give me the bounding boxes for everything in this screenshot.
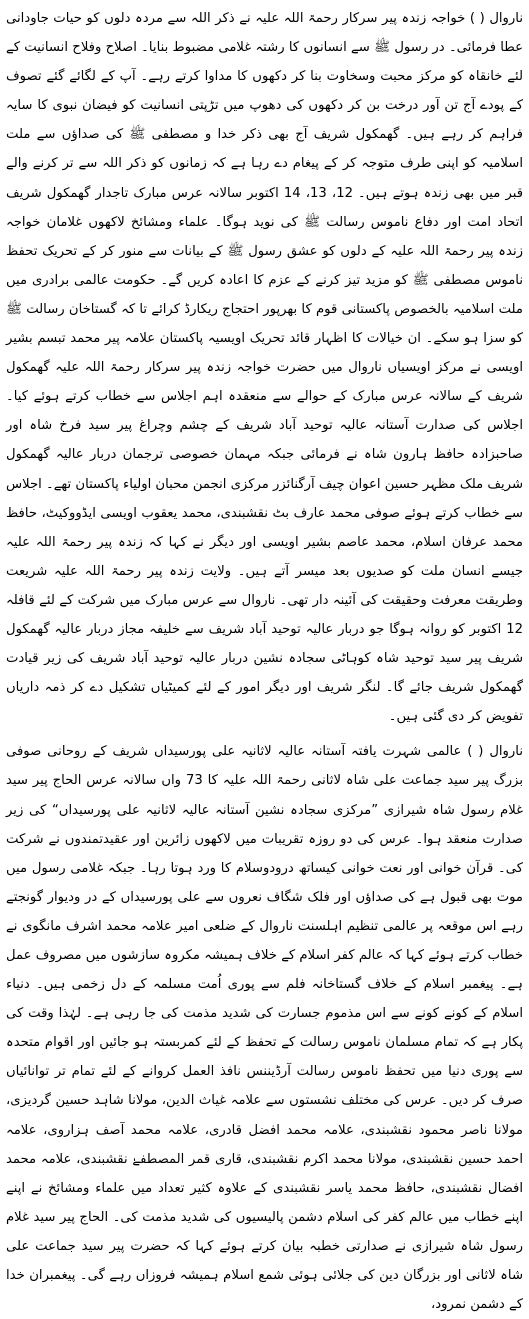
article-paragraph bbox=[6, 737, 523, 1319]
article-body: خواجہ زندہ پیر سرکار رحمۃ اللہ علیہ نے ذکر اللہ سے مردہ دلوں کو حیات جاودانی عطا فرمائی۔ در رسول ﷺ سے انسانوں کا رشتہ غلامی مضبوط بنایا۔ اصلاح وفلاح انسانیت کے لئے خانقاہ کو مرکز محبت وسخاوت بنا کر دکھوں کا مداوا کرتے رہے۔ آپ کے لگائے گئے تصوف کے پودے آج تن آور درخت بن کر دکھوں کی دھوپ میں تڑپتی انسانیت کو فیضان نبوی کا سایہ فراہم کر رہے ہیں۔ گھمکول شریف آج بھی ذکر خدا و مصطفی ﷺ کی صداؤں سے ملت اسلامیہ کو اپنی طرف متوجہ کر کے پیغام دے رہا ہے کہ زمانوں کو ذکر اللہ سے تر کرنے والے قبر میں بھی زندہ ہوتے ہیں۔ 12، 13، 14 اکتوبر سالانہ عرس مبارک تاجدار گھمکول شریف اتحاد امت اور دفاع ناموس رسالت ﷺ کی نوید ہوگا۔ علماء ومشائخ لاکھوں غلامان خواجہ زندہ پیر رحمۃ اللہ علیہ کے دلوں کو عشق رسول ﷺ کے بیانات سے منور کر کے تحریک تحفظ ناموس مصطفی ﷺ کو مزید تیز کرنے کے عزم کا اعادہ کریں گے۔ حکومت عالمی برادری میں ملت اسلامیہ بالخصوص پاکستانی قوم کا بھرپور احتجاج ریکارڈ کرائے تا کہ گستاخان رسالت ﷺ کو سزا ہو سکے۔ ان خیالات کا اظہار قائد تحریک اویسیہ پاکستان علامہ پیر محمد تبسم بشیر اویسی نے مرکز اویسیاں ناروال میں حضرت خواجہ زندہ پیر سرکار رحمۃ اللہ علیہ گھمکول شریف کے سالانہ عرس مبارک کے حوالے سے منعقدہ اہم اجلاس سے خطاب کرتے ہوئے کیا۔ اجلاس کی صدارت آستانہ عالیہ توحید آباد شریف کے چشم وچراغ پیر سید فرخ شاہ اور صاحبزادہ حافظ ہارون شاہ نے فرمائی جبکہ مہمان خصوصی ترجمان دربار عالیہ گھمکول شریف ملک مظہر حسین اعوان چیف آرگنائزر مرکزی انجمن محبان اولیاء پاکستان تھے۔ اجلاس سے خطاب کرتے ہوئے صوفی محمد عارف بٹ نقشبندی، محمد یعقوب اویسی ایڈووکیٹ، حافظ محمد عرفان اسلام، محمد عاصم بشیر اویسی اور دیگر نے کہا کہ زندہ پیر رحمۃ اللہ علیہ جیسے انسان ملت کو صدیوں بعد میسر آتے ہیں۔ ولایت زندہ پیر رحمۃ اللہ علیہ شریعت وطریقت معرفت وحقیقت کی آئینہ دار تھی۔ ناروال سے عرس مبارک میں شرکت کے لئے قافلہ 12 اکتوبر کو روانہ ہوگا جو دربار عالیہ توحید آباد شریف سے خلیفہ مجاز دربار عالیہ گھمکول شریف پیر سید توحید شاہ کوہاٹی سجادہ نشین دربار عالیہ توحید آباد شریف کی زیر قیادت گھمکول شریف جائے گا۔ لنگر شریف اور دیگر امور کے لئے کمیٹیاں تشکیل دے کر ذمہ داریاں تفویض کر دی گئی ہیں۔ bbox=[6, 11, 524, 725]
article-paragraph bbox=[6, 4, 523, 731]
news-article-1 bbox=[6, 4, 523, 731]
article-body: عالمی شہرت یافتہ آستانہ عالیہ لاثانیہ علی پورسیداں شریف کے روحانی صوفی بزرگ پیر سید جماعت علی شاہ لاثانی رحمۃ اللہ علیہ کا 73 واں سالانہ عرس الحاج پیر سید غلام رسول شاہ شیرازی ”مرکزی سجادہ نشین آستانہ عالیہ لاثانیہ علی پورسیداں“ کی زیر صدارت منعقد ہوا۔ عرس کی دو روزہ تقریبات میں لاکھوں زائرین اور عقیدتمندوں نے شرکت کی۔ قرآن خوانی اور نعت خوانی کیساتھ درودوسلام کا ورد ہوتا رہا۔ جبکہ غلامی رسول میں موت بھی قبول ہے کی صداؤں اور فلک شگاف نعروں سے علی پورسیداں کے در ودیوار گونجتے رہے اس موقعہ پر عالمی تنظیم اہلسنت ناروال کے ضلعی امیر علامہ محمد اشرف مانگوی نے خطاب کرتے ہوئے کہا کہ عالم کفر اسلام کے خلاف ہمیشہ مکروہ سازشوں میں مصروف عمل ہے۔ پیغمبر اسلام کے خلاف گستاخانہ فلم سے پوری اُمت مسلمہ کے دل زخمی ہیں۔ دنیاء اسلام کے کونے کونے سے اس مذموم جسارت کی شدید مذمت کی جا رہی ہے۔ لہٰذا وقت کی پکار ہے کہ تمام مسلمان ناموس رسالت کے تحفظ کے لئے کمربستہ ہو جائیں اور اقوام متحدہ سے پوری دنیا میں تحفظ ناموس رسالت آرڈیننس نافذ العمل کروانے کے لئے تمام تر توانائیاں صرف کر دیں۔ عرس کی مختلف نشستوں سے علامہ غیاث الدین، مولانا شاہد حسین گردیزی، مولانا ناصر محمود نقشبندی، علامہ محمد افضل قادری، علامہ محمد آصف ہزاروی، علامہ احمد حسین نقشبندی، مولانا محمد اکرم نقشبندی، قاری قمر المصطفےٰ نقشبندی، علامہ محمد افضال نقشبندی، حافظ محمد یاسر نقشبندی کے علاوہ کثیر تعداد میں علماء ومشائخ نے اپنے اپنے خطاب میں عالم کفر کی اسلام دشمن پالیسیوں کی شدید مذمت کی۔ الحاج پیر سید غلام رسول شاہ شیرازی نے صدارتی خطبہ بیان کرتے ہوئے کہا کہ حضرت پیر سید جماعت علی شاہ لاثانی اور بزرگان دین کی جلائی ہوئی شمع اسلام ہمیشہ فروزاں رہے گی۔ پیغمبران خدا کے دشمن نمرود، bbox=[6, 744, 524, 1313]
article-dateline: ناروال ( ) bbox=[469, 11, 523, 26]
news-article-2 bbox=[6, 737, 523, 1319]
article-dateline: ناروال ( ) bbox=[467, 744, 523, 760]
